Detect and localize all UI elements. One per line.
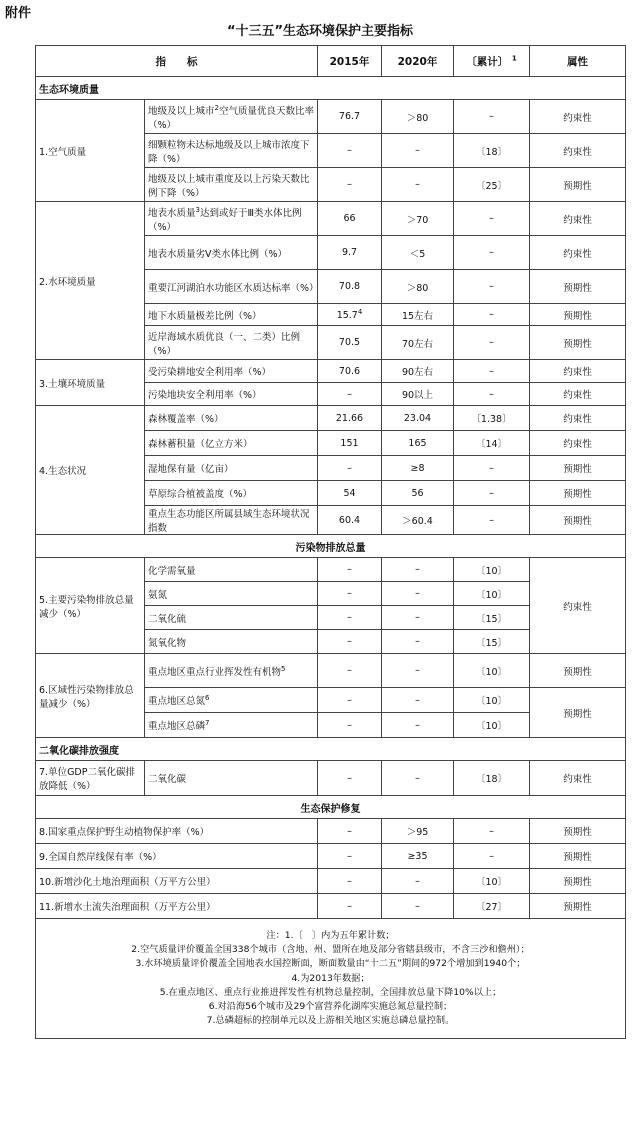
group-water: 2.水环境质量	[36, 202, 145, 360]
value-attribute: 约束性	[530, 431, 626, 456]
row-name: 近岸海域水质优良（一、二类）比例（%）	[145, 326, 318, 360]
value-cumulative: –	[454, 383, 530, 406]
row-name: 地级及以上城市重度及以上污染天数比例下降（%）	[145, 168, 318, 202]
value-cumulative: 〔1.38〕	[454, 406, 530, 431]
header-2020: 2020年	[382, 46, 454, 77]
row-name: 污染地块安全利用率（%）	[145, 383, 318, 406]
header-2015: 2015年	[318, 46, 382, 77]
row-name: 草原综合植被盖度（%）	[145, 481, 318, 506]
value-attribute: 预期性	[530, 688, 626, 738]
value-2015: –	[318, 819, 382, 844]
attachment-label: 附件	[5, 6, 32, 21]
value-2020: ≥35	[382, 844, 454, 869]
value-attribute: 预期性	[530, 844, 626, 869]
table-row	[36, 360, 626, 383]
value-attribute: 预期性	[530, 481, 626, 506]
group-co2: 7.单位GDP二氧化碳排放降低（%）	[36, 761, 145, 796]
value-2015: 54	[318, 481, 382, 506]
row-name: 森林蓄积量（亿立方米）	[145, 431, 318, 456]
value-cumulative: –	[454, 304, 530, 326]
row-name: 氮氧化物	[145, 630, 318, 654]
table-row	[36, 558, 626, 582]
value-attribute: 约束性	[530, 761, 626, 796]
value-2015: –	[318, 558, 382, 582]
note-line: 3.水环境质量评价覆盖全国地表水国控断面，断面数量由“十二五”期间的972个增加到1940个；	[135, 958, 526, 970]
row-name: 森林覆盖率（%）	[145, 406, 318, 431]
value-2020: 23.04	[382, 406, 454, 431]
value-2020: 90左右	[382, 360, 454, 383]
notes	[36, 919, 626, 1039]
value-cumulative: 〔10〕	[454, 582, 530, 606]
note-line: 5.在重点地区、重点行业推进挥发性有机物总量控制，全国排放总量下降10%以上；	[159, 986, 502, 998]
value-2020: –	[382, 630, 454, 654]
value-2015: 21.66	[318, 406, 382, 431]
value-2015: 70.8	[318, 270, 382, 304]
row-name: 地级及以上城市$^2$空气质量优良天数比率（%）	[145, 100, 318, 134]
value-2015: 151	[318, 431, 382, 456]
row-name: 重要江河湖泊水功能区水质达标率（%）	[145, 270, 318, 304]
table-row	[36, 761, 626, 796]
value-cumulative: –	[454, 100, 530, 134]
row-name: 二氧化硫	[145, 606, 318, 630]
value-2020: ＞60.4	[382, 506, 454, 535]
value-cumulative: 〔10〕	[454, 713, 530, 738]
value-cumulative: –	[454, 202, 530, 236]
value-2015: –	[318, 383, 382, 406]
value-2015: –	[318, 654, 382, 688]
note-line: 注：1.〔 〕内为五年累计数；	[266, 930, 395, 941]
header-cumulative: 〔累计〕 $^1$	[454, 46, 530, 77]
header-attribute: 属性	[530, 46, 626, 77]
row-name: 地表水质量劣Ⅴ类水体比例（%）	[145, 236, 318, 270]
section-pollution: 污染物排放总量	[36, 535, 626, 558]
group-regional-pollutant: 6.区域性污染物排放总量减少（%）	[36, 654, 145, 738]
value-cumulative: –	[454, 270, 530, 304]
value-attribute: 约束性	[530, 134, 626, 168]
value-2020: –	[382, 654, 454, 688]
value-attribute: 预期性	[530, 326, 626, 360]
table-row	[36, 654, 626, 688]
value-2020: –	[382, 168, 454, 202]
value-2015: –	[318, 688, 382, 713]
value-2020: –	[382, 606, 454, 630]
header-indicator: 指 标	[36, 46, 318, 77]
row-name: 受污染耕地安全利用率（%）	[145, 360, 318, 383]
value-attribute: 约束性	[530, 100, 626, 134]
value-cumulative: –	[454, 819, 530, 844]
value-2015: –	[318, 582, 382, 606]
row-name: 重点地区总磷$^7$	[145, 713, 318, 738]
row-name: 地表水质量$^3$达到或好于Ⅲ类水体比例（%）	[145, 202, 318, 236]
value-2015: 66	[318, 202, 382, 236]
value-attribute: 预期性	[530, 270, 626, 304]
row-name: 二氧化碳	[145, 761, 318, 796]
value-2015: –	[318, 761, 382, 796]
table-row	[36, 819, 626, 844]
value-cumulative: 〔10〕	[454, 869, 530, 894]
value-2015: 76.7	[318, 100, 382, 134]
row-name: 11.新增水土流失治理面积（万平方公里）	[36, 894, 318, 919]
table-row	[36, 894, 626, 919]
value-attribute: 预期性	[530, 894, 626, 919]
value-attribute: 预期性	[530, 819, 626, 844]
value-cumulative: –	[454, 360, 530, 383]
row-name: 化学需氧量	[145, 558, 318, 582]
value-cumulative: –	[454, 506, 530, 535]
section-ecological-quality: 生态环境质量	[36, 77, 626, 100]
section-carbon: 二氧化碳排放强度	[36, 738, 626, 761]
value-attribute: 预期性	[530, 654, 626, 688]
value-attribute: 约束性	[530, 406, 626, 431]
value-2020: –	[382, 869, 454, 894]
row-name: 氨氮	[145, 582, 318, 606]
table-row	[36, 202, 626, 236]
row-name: 地下水质量极差比例（%）	[145, 304, 318, 326]
table-header-row	[36, 46, 626, 77]
value-cumulative: 〔10〕	[454, 654, 530, 688]
value-attribute: 预期性	[530, 506, 626, 535]
value-cumulative: –	[454, 481, 530, 506]
value-cumulative: 〔27〕	[454, 894, 530, 919]
value-2020: –	[382, 894, 454, 919]
group-eco: 4.生态状况	[36, 406, 145, 535]
group-soil: 3.土壤环境质量	[36, 360, 145, 406]
value-cumulative: 〔18〕	[454, 761, 530, 796]
table-row	[36, 100, 626, 134]
value-cumulative: 〔10〕	[454, 688, 530, 713]
row-name: 重点生态功能区所属县域生态环境状况指数	[145, 506, 318, 535]
value-2015: 9.7	[318, 236, 382, 270]
group-air: 1.空气质量	[36, 100, 145, 202]
value-2015: –	[318, 134, 382, 168]
table-row	[36, 406, 626, 431]
value-attribute: 预期性	[530, 456, 626, 481]
row-name: 10.新增沙化土地治理面积（万平方公里）	[36, 869, 318, 894]
value-2015: 70.6	[318, 360, 382, 383]
value-2015: –	[318, 713, 382, 738]
value-attribute: 约束性	[530, 202, 626, 236]
row-name: 细颗粒物未达标地级及以上城市浓度下降（%）	[145, 134, 318, 168]
document-title: “十三五”生态环境保护主要指标	[226, 24, 414, 39]
value-attribute: 预期性	[530, 168, 626, 202]
value-cumulative: 〔15〕	[454, 606, 530, 630]
table-row	[36, 844, 626, 869]
value-2015: 70.5	[318, 326, 382, 360]
value-2020: 56	[382, 481, 454, 506]
note-line: 2.空气质量评价覆盖全国338个城市（含地、州、盟所在地及部分省辖县级市，不含三沙和儋州）；	[131, 944, 530, 956]
table-row	[36, 869, 626, 894]
notes-row	[36, 919, 626, 1039]
value-cumulative: 〔25〕	[454, 168, 530, 202]
value-2020: –	[382, 134, 454, 168]
value-attribute: 预期性	[530, 869, 626, 894]
value-cumulative: –	[454, 326, 530, 360]
row-name: 重点地区总氮$^6$	[145, 688, 318, 713]
value-attribute: 约束性	[530, 360, 626, 383]
value-2020: 165	[382, 431, 454, 456]
value-cumulative: 〔10〕	[454, 558, 530, 582]
note-line: 7.总磷超标的控制单元以及上游相关地区实施总磷总量控制。	[206, 1015, 455, 1027]
group-major-pollutant: 5.主要污染物排放总量减少（%）	[36, 558, 145, 654]
value-2020: 90以上	[382, 383, 454, 406]
value-2015: –	[318, 606, 382, 630]
note-line: 4.为2013年数据；	[291, 972, 370, 984]
value-cumulative: 〔14〕	[454, 431, 530, 456]
value-2015: 15.7$^4$	[318, 304, 382, 326]
value-2015: –	[318, 456, 382, 481]
value-cumulative: 〔15〕	[454, 630, 530, 654]
value-attribute: 预期性	[530, 304, 626, 326]
value-cumulative: –	[454, 236, 530, 270]
value-2020: ＞70	[382, 202, 454, 236]
indicator-table	[35, 45, 626, 1039]
value-cumulative: –	[454, 456, 530, 481]
value-cumulative: 〔18〕	[454, 134, 530, 168]
value-2020: –	[382, 558, 454, 582]
value-2015: –	[318, 168, 382, 202]
value-2020: ＜5	[382, 236, 454, 270]
value-cumulative: –	[454, 844, 530, 869]
section-protection: 生态保护修复	[36, 796, 626, 819]
value-2020: –	[382, 713, 454, 738]
value-2020: ＞95	[382, 819, 454, 844]
row-name: 9.全国自然岸线保有率（%）	[36, 844, 318, 869]
row-name: 湿地保有量（亿亩）	[145, 456, 318, 481]
value-attribute: 约束性	[530, 558, 626, 654]
row-name: 重点地区重点行业挥发性有机物$^5$	[145, 654, 318, 688]
value-2015: –	[318, 630, 382, 654]
note-line: 6.对沿海56个城市及29个富营养化湖库实施总氮总量控制；	[208, 1001, 453, 1013]
value-2020: 70左右	[382, 326, 454, 360]
value-2015: –	[318, 844, 382, 869]
value-2020: ＞80	[382, 270, 454, 304]
value-2020: –	[382, 688, 454, 713]
value-2020: 15左右	[382, 304, 454, 326]
value-2015: –	[318, 869, 382, 894]
value-2020: –	[382, 761, 454, 796]
value-2015: 60.4	[318, 506, 382, 535]
value-2020: ＞80	[382, 100, 454, 134]
value-2020: –	[382, 582, 454, 606]
value-attribute: 约束性	[530, 236, 626, 270]
row-name: 8.国家重点保护野生动植物保护率（%）	[36, 819, 318, 844]
value-attribute: 约束性	[530, 383, 626, 406]
value-2020: ≥8	[382, 456, 454, 481]
value-2015: –	[318, 894, 382, 919]
